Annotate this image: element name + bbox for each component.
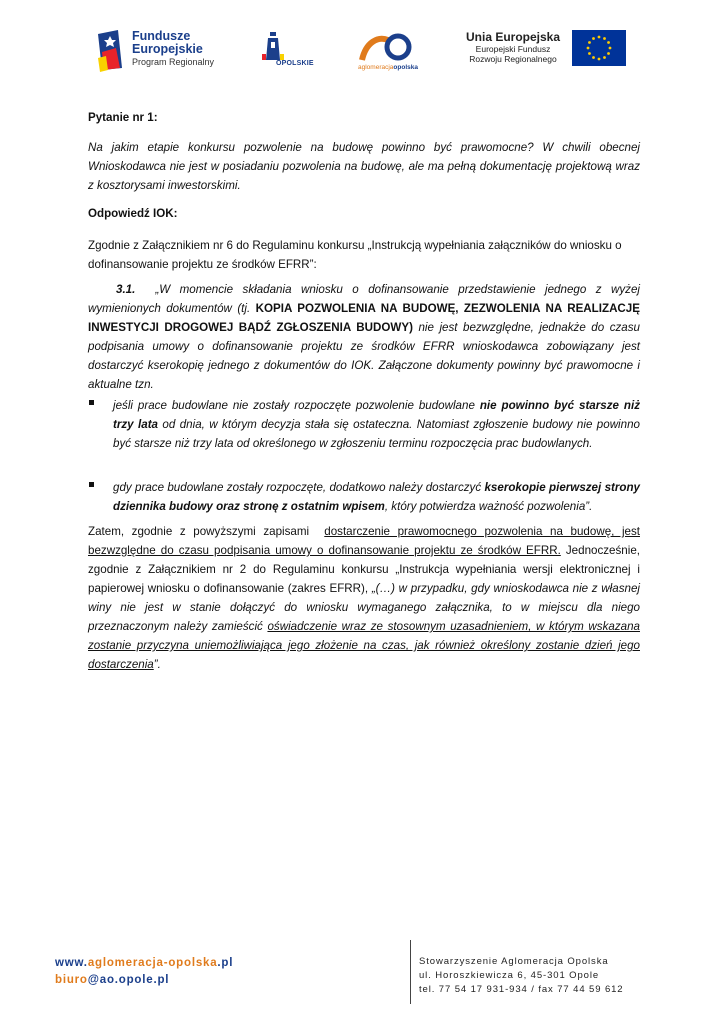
question-text: Na jakim etapie konkursu pozwolenie na budowę powinno być prawomocne? W chwili obecnej Wnioskodawca nie jest w posiadaniu pozwolenia na budowę, ale ma pełną dokumentację projektową wraz z kosztorysami inwestorskimi. (88, 141, 640, 192)
quote-part-a: „W momencie składania wniosku o dofinansowanie przedstawienie jednego z wyżej wymienionych dokumentów (tj. (88, 283, 640, 315)
website-link[interactable] (55, 955, 233, 972)
footer-divider (410, 940, 411, 1004)
conclusion-part-b: Jednocześnie, zgodnie z Załącznikiem nr 2 do Regulaminu konkursu „Instrukcja wypełniania wersji elektronicznej i papierowej wniosku o dofinansowanie (zakres EFRR), (88, 544, 640, 595)
ue-line2: Europejski Fundusz (475, 44, 551, 54)
web-main: aglomeracja-opolska (87, 957, 218, 969)
eu-star-icon (607, 41, 610, 44)
conclusion-part-a: Zatem, zgodnie z powyższymi zapisami (88, 525, 310, 538)
email-user: biuro (55, 974, 88, 986)
ao-text-1: aglomeracja (358, 64, 394, 71)
fe-line2: Europejskie (132, 42, 203, 56)
eu-star-icon (598, 36, 601, 39)
list-item (113, 396, 640, 453)
bullet2-part-b: , który potwierdza ważność pozwolenia”. (384, 500, 593, 513)
ao-text-2: opolska (393, 64, 418, 71)
unia-europejska-text (458, 30, 568, 64)
logo-bar (0, 26, 725, 78)
web-prefix: www. (55, 957, 88, 969)
ao-mark-icon (358, 32, 414, 62)
answer-intro: Zgodnie z Załącznikiem nr 6 do Regulaminu konkursu „Instrukcją wypełniania załączników do wniosku o dofinansowanie projektu ze środków EFRR”: (88, 239, 622, 271)
opolskie-text: OPOLSKIE (276, 60, 314, 67)
phone-fax: tel. 77 54 17 931-934 / fax 77 44 59 612 (419, 984, 624, 995)
org-name: Stowarzyszenie Aglomeracja Opolska (419, 956, 609, 967)
answer-heading: Odpowiedź IOK: (88, 207, 178, 220)
conclusion-paragraph (88, 522, 640, 674)
eu-flag-icon (572, 30, 626, 66)
bullet2-bold: kserokopie pierwszej strony dziennika budowy oraz stronę z ostatnim wpisem (113, 481, 640, 513)
eu-star-icon (607, 52, 610, 55)
fe-line1: Fundusze (132, 29, 191, 43)
eu-star-icon (603, 37, 606, 40)
conclusion-italic-underlined: oświadczenie wraz ze stosownym uzasadnieniem, w którym wskazana zostanie przyczyna uniemożliwiająca jego złożenie na czas, jak również określony zostanie dzień jego dostarczenia (88, 620, 640, 671)
conclusion-italic: „(…) w przypadku, gdy wnioskodawca nie z własnej winy nie jest w stanie dołączyć do wniosku wymaganego załącznika, to w miejscu dla niego przeznaczonym należy zamieścić (88, 582, 640, 633)
ao-logo-text (358, 64, 418, 71)
email-link[interactable] (55, 972, 233, 989)
quote-paragraph (88, 280, 640, 394)
ue-line1: Unia Europejska (465, 30, 561, 44)
bullet1-part-b: od dnia, w którym decyzja stała się ostateczna. Natomiast zgłoszenie budowy nie powinno być starsze niż trzy lata od określonego w zgłoszeniu terminu rozpoczęcia prac budowlanych. (113, 418, 640, 450)
eu-star-icon (592, 37, 595, 40)
bullet2-part-a: gdy prace budowlane zostały rozpoczęte, dodatkowo należy dostarczyć (113, 481, 482, 494)
opolskie-tower-icon (258, 30, 288, 62)
opolskie-logo (250, 30, 320, 76)
footer-address (419, 955, 624, 997)
footer-contact (55, 955, 233, 989)
fundusze-europejskie-logo (96, 28, 226, 74)
address: ul. Horoszkiewicza 6, 45-301 Opole (419, 970, 600, 981)
list-item (113, 478, 640, 516)
eu-star-icon (588, 41, 591, 44)
quote-part-b: nie jest bezwzględne, jednakże do czasu podpisania umowy o dofinansowanie projektu ze środków EFRR wnioskodawca zobowiązany jest dostarczyć kserokopię jednego z dokumentów do IOK. Załączone dokumenty powinny być prawomocne i aktualne tzn. (88, 321, 640, 391)
quote-number: 3.1. (116, 283, 136, 296)
eu-star-icon (588, 52, 591, 55)
bullet1-part-a: jeśli prace budowlane nie zostały rozpoczęte pozwolenie budowlane (113, 399, 475, 412)
bullet-icon (89, 482, 94, 487)
email-domain: @ao.opole.pl (87, 974, 170, 986)
question-heading: Pytanie nr 1: (88, 111, 158, 124)
eu-star-icon (592, 56, 595, 59)
quote-bold: KOPIA POZWOLENIA NA BUDOWĘ, ZEZWOLENIA NA REALIZACJĘ INWESTYCJI DROGOWEJ BĄDŹ ZGŁOSZENIA BUDOWY) (88, 302, 640, 334)
conclusion-underlined: dostarczenie prawomocnego pozwolenia na budowę, jest bezwzględne do czasu podpisania umowy o dofinansowanie projektu ze środków EFRR. (88, 525, 640, 557)
conclusion-end: ”. (153, 658, 161, 671)
fe-flag-icon (96, 28, 126, 72)
ue-line3: Rozwoju Regionalnego (469, 54, 557, 64)
bullet-icon (89, 400, 94, 405)
fe-line3: Program Regionalny (132, 57, 215, 67)
eu-star-icon (598, 58, 601, 61)
web-suffix: .pl (217, 957, 234, 969)
eu-star-icon (603, 56, 606, 59)
aglomeracja-opolska-logo (358, 32, 418, 76)
eu-star-icon (609, 47, 612, 50)
eu-star-icon (587, 47, 590, 50)
bullet1-bold: nie powinno być starsze niż trzy lata (113, 399, 640, 431)
